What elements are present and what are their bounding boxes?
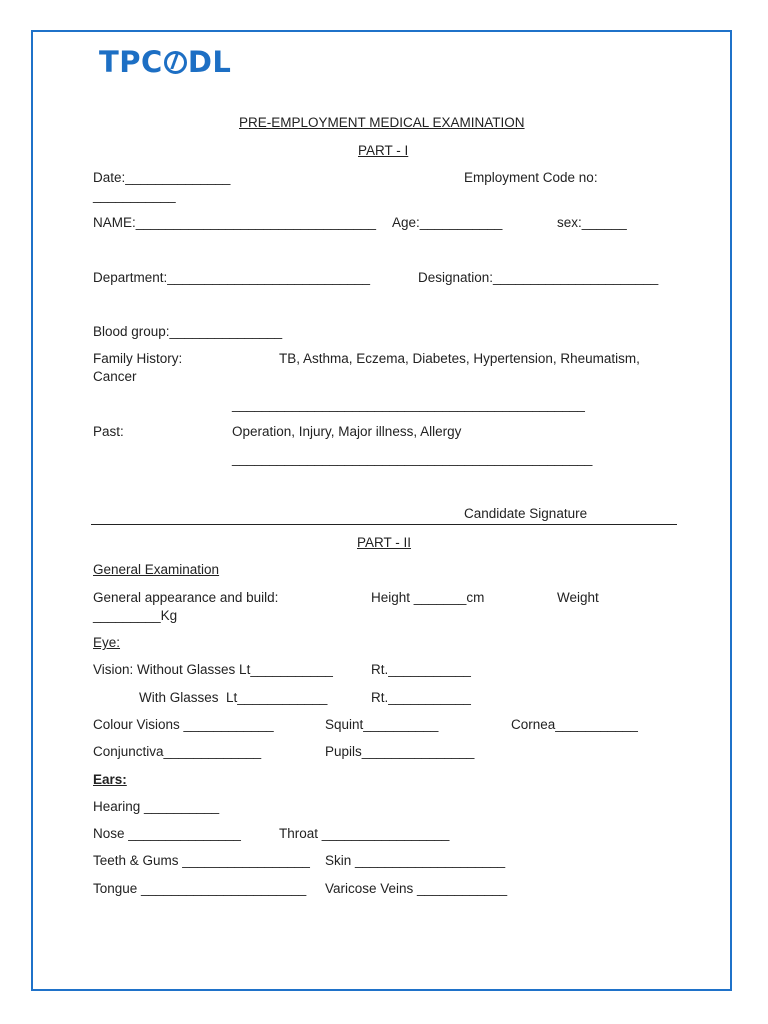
part1-heading: PART - I <box>358 143 409 158</box>
conjunctiva-field: Conjunctiva_____________ <box>93 744 262 759</box>
weight-label: Weight <box>557 590 599 605</box>
cornea-field: Cornea___________ <box>511 717 638 732</box>
family-history-label: Family History: <box>93 351 183 366</box>
throat-field: Throat _________________ <box>279 826 450 841</box>
general-examination-heading: General Examination <box>93 562 220 577</box>
appearance-field: General appearance and build: <box>93 590 279 605</box>
hearing-field: Hearing __________ <box>93 799 220 814</box>
ears-heading: Ears: <box>93 772 127 787</box>
sex-field: sex:______ <box>557 215 627 230</box>
family-history-line: _______________________________________________ <box>232 397 585 412</box>
with-glasses-field: With Glasses Lt____________ <box>139 690 328 705</box>
vision-without-rt-field: Rt.___________ <box>371 662 471 677</box>
past-label: Past: <box>93 424 124 439</box>
skin-field: Skin ____________________ <box>325 853 506 868</box>
nose-field: Nose _______________ <box>93 826 241 841</box>
past-items: Operation, Injury, Major illness, Allergy <box>232 424 462 439</box>
name-field: NAME:________________________________ <box>93 215 377 230</box>
squint-field: Squint__________ <box>325 717 439 732</box>
teeth-gums-field: Teeth & Gums _________________ <box>93 853 310 868</box>
part2-heading: PART - II <box>357 535 412 550</box>
with-glasses-rt-field: Rt.___________ <box>371 690 471 705</box>
section-divider <box>91 524 677 525</box>
eye-heading: Eye: <box>93 635 121 650</box>
candidate-signature-label: Candidate Signature <box>464 506 588 521</box>
family-history-items: TB, Asthma, Eczema, Diabetes, Hypertension, Rheumatism, <box>279 351 640 366</box>
company-logo <box>99 44 231 80</box>
weight-field: _________Kg <box>93 608 178 623</box>
logo-text-start: TPC <box>99 45 163 79</box>
varicose-veins-field: Varicose Veins ____________ <box>325 881 508 896</box>
date-field: Date:______________ <box>93 170 231 185</box>
logo-bolt-icon <box>164 51 187 74</box>
colour-visions-field: Colour Visions ____________ <box>93 717 274 732</box>
blood-group-field: Blood group:_______________ <box>93 324 283 339</box>
department-field: Department:___________________________ <box>93 270 371 285</box>
pupils-field: Pupils_______________ <box>325 744 475 759</box>
past-line: ________________________________________________ <box>232 451 593 466</box>
height-field: Height _______cm <box>371 590 485 605</box>
designation-field: Designation:______________________ <box>418 270 659 285</box>
employment-code-label: Employment Code no: <box>464 170 598 185</box>
age-field: Age:___________ <box>392 215 503 230</box>
tongue-field: Tongue ______________________ <box>93 881 307 896</box>
employment-code-line: ___________ <box>93 188 176 203</box>
vision-without-glasses-field: Vision: Without Glasses Lt___________ <box>93 662 333 677</box>
family-history-items-cont: Cancer <box>93 369 137 384</box>
logo-text-end: DL <box>187 45 232 79</box>
form-title: PRE-EMPLOYMENT MEDICAL EXAMINATION <box>239 115 525 130</box>
